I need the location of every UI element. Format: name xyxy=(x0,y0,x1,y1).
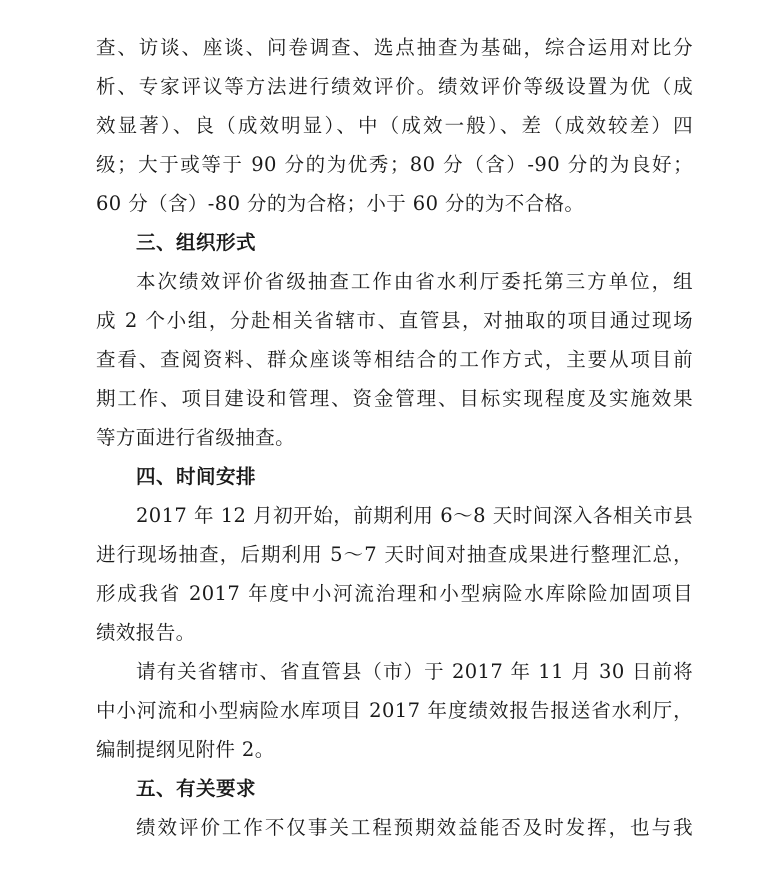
text-line: 查看、查阅资料、群众座谈等相结合的工作方式，主要从项目前 xyxy=(96,348,693,371)
text-line: 中小河流和小型病险水库项目 2017 年度绩效报告报送省水利厅， xyxy=(96,699,693,722)
schedule-submission-paragraph xyxy=(96,652,693,769)
text-line: 编制提纲见附件 2。 xyxy=(96,738,275,761)
text-line: 进行现场抽查，后期利用 5～7 天时间对抽查成果进行整理汇总， xyxy=(96,543,693,566)
text-line: 形成我省 2017 年度中小河流治理和小型病险水库除险加固项目 xyxy=(96,582,693,605)
text-line: 2017 年 12 月初开始，前期利用 6～8 天时间深入各相关市县 xyxy=(136,504,693,527)
text-line: 等方面进行省级抽查。 xyxy=(96,426,296,449)
document-page xyxy=(96,28,693,847)
text-line: 请有关省辖市、省直管县（市）于 2017 年 11 月 30 日前将 xyxy=(136,660,693,683)
section-heading-requirements: 五、有关要求 xyxy=(136,777,257,800)
text-line: 查、访谈、座谈、问卷调查、选点抽查为基础，综合运用对比分 xyxy=(96,36,693,59)
intro-continuation-paragraph xyxy=(96,28,693,223)
text-line: 绩效评价工作不仅事关工程预期效益能否及时发挥，也与我 xyxy=(136,816,693,839)
organization-paragraph xyxy=(96,262,693,457)
requirements-paragraph xyxy=(96,808,693,847)
text-line: 期工作、项目建设和管理、资金管理、目标实现程度及实施效果 xyxy=(96,387,693,410)
section-heading-schedule: 四、时间安排 xyxy=(136,465,257,488)
text-line: 成 2 个小组，分赴相关省辖市、直管县，对抽取的项目通过现场 xyxy=(96,309,693,332)
text-line: 绩效报告。 xyxy=(96,621,196,644)
text-line: 效显著）、良（成效明显）、中（成效一般）、差（成效较差）四 xyxy=(96,114,693,137)
text-line: 60 分（含）-80 分的为合格；小于 60 分的为不合格。 xyxy=(96,192,585,215)
text-line: 析、专家评议等方法进行绩效评价。绩效评价等级设置为优（成 xyxy=(96,75,693,98)
text-line: 本次绩效评价省级抽查工作由省水利厅委托第三方单位，组 xyxy=(136,270,693,293)
text-line: 级；大于或等于 90 分的为优秀；80 分（含）-90 分的为良好； xyxy=(96,153,693,176)
section-heading-organization: 三、组织形式 xyxy=(136,231,257,254)
schedule-paragraph xyxy=(96,496,693,652)
